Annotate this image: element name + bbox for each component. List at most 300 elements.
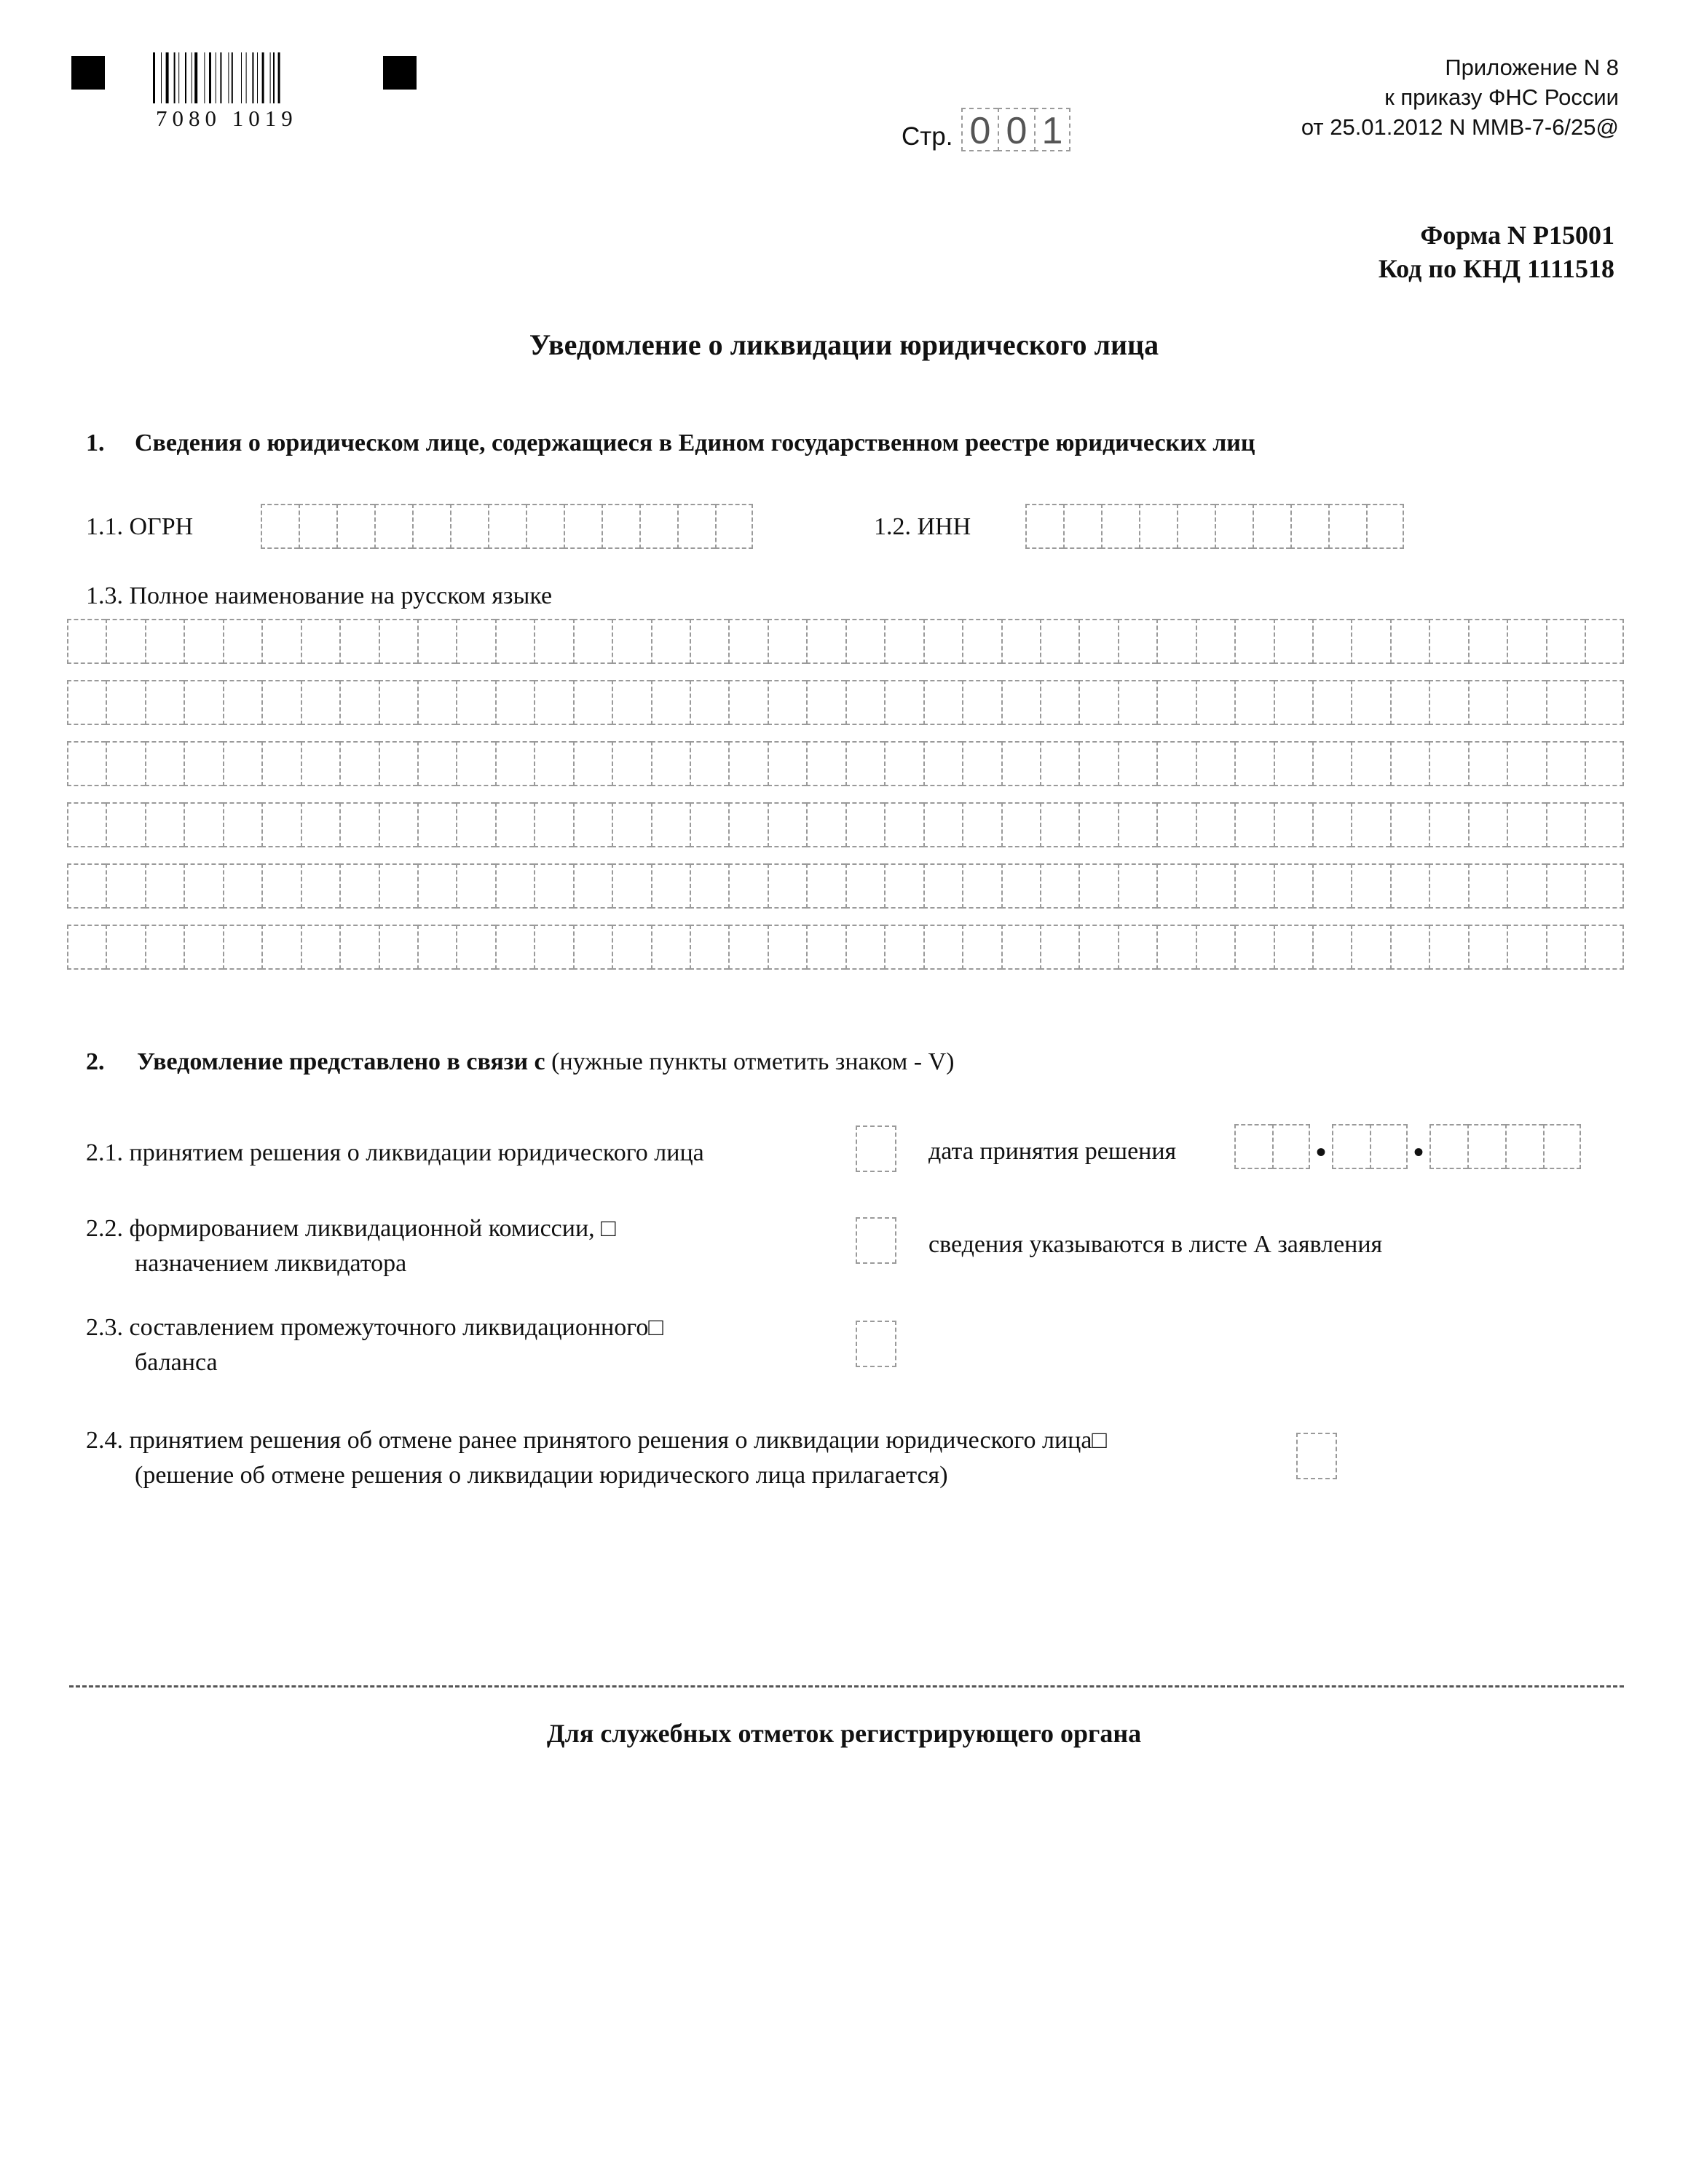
input-cell[interactable] — [1351, 863, 1389, 909]
input-cell[interactable] — [534, 802, 572, 847]
input-cell[interactable] — [1585, 619, 1623, 664]
input-cell[interactable] — [261, 802, 300, 847]
input-cell[interactable] — [806, 680, 845, 725]
input-cell[interactable] — [106, 741, 144, 786]
input-cell[interactable] — [573, 619, 612, 664]
input-cell[interactable] — [1196, 619, 1234, 664]
input-cell[interactable] — [223, 741, 261, 786]
input-cell[interactable] — [923, 741, 962, 786]
input-cell[interactable] — [495, 619, 534, 664]
input-cell[interactable] — [1118, 802, 1156, 847]
input-cell[interactable] — [1429, 802, 1467, 847]
input-cell[interactable] — [379, 619, 417, 664]
input-cell[interactable] — [488, 504, 526, 549]
input-cell[interactable] — [806, 863, 845, 909]
input-cell[interactable] — [962, 741, 1001, 786]
input-cell[interactable] — [1118, 863, 1156, 909]
input-cell[interactable] — [1507, 802, 1545, 847]
input-cell[interactable] — [1274, 802, 1312, 847]
input-cell[interactable] — [456, 802, 494, 847]
item-2-2-checkbox[interactable] — [856, 1217, 896, 1264]
input-cell[interactable] — [456, 741, 494, 786]
input-cell[interactable] — [495, 925, 534, 970]
input-cell[interactable] — [145, 741, 184, 786]
input-cell[interactable] — [301, 619, 339, 664]
input-cell[interactable] — [923, 863, 962, 909]
input-cell[interactable] — [1234, 863, 1273, 909]
input-cell[interactable] — [768, 741, 806, 786]
input-cell[interactable] — [1001, 619, 1040, 664]
input-cell[interactable] — [1274, 863, 1312, 909]
inn-input[interactable] — [1025, 504, 1404, 549]
full-name-row[interactable] — [67, 925, 1624, 970]
input-cell[interactable] — [1040, 925, 1078, 970]
input-cell[interactable] — [534, 741, 572, 786]
input-cell[interactable] — [526, 504, 564, 549]
input-cell[interactable] — [1040, 680, 1078, 725]
input-cell[interactable] — [1468, 680, 1507, 725]
barcode-bar — [209, 52, 211, 103]
input-cell[interactable] — [417, 741, 456, 786]
input-cell[interactable] — [612, 619, 650, 664]
input-cell[interactable] — [1429, 863, 1467, 909]
input-cell[interactable] — [67, 680, 106, 725]
input-cell[interactable] — [379, 802, 417, 847]
input-cell[interactable] — [1429, 741, 1467, 786]
date-cell[interactable] — [1370, 1124, 1408, 1169]
date-day-cells[interactable] — [1234, 1124, 1310, 1169]
input-cell[interactable] — [184, 619, 222, 664]
input-cell[interactable] — [261, 619, 300, 664]
input-cell[interactable] — [1001, 925, 1040, 970]
date-cell[interactable] — [1272, 1124, 1310, 1169]
input-cell[interactable] — [339, 741, 378, 786]
input-cell[interactable] — [534, 619, 572, 664]
input-cell[interactable] — [639, 504, 677, 549]
input-cell[interactable] — [495, 802, 534, 847]
input-cell[interactable] — [1507, 680, 1545, 725]
input-cell[interactable] — [1001, 802, 1040, 847]
input-cell[interactable] — [1118, 925, 1156, 970]
input-cell[interactable] — [1351, 619, 1389, 664]
input-cell[interactable] — [1585, 680, 1623, 725]
input-cell[interactable] — [1215, 504, 1253, 549]
input-cell[interactable] — [612, 925, 650, 970]
input-cell[interactable] — [1234, 925, 1273, 970]
input-cell[interactable] — [1429, 619, 1467, 664]
input-cell[interactable] — [1139, 504, 1177, 549]
input-cell[interactable] — [106, 925, 144, 970]
page-digit: 1 — [1034, 108, 1070, 151]
input-cell[interactable] — [1312, 680, 1351, 725]
input-cell[interactable] — [379, 680, 417, 725]
input-cell[interactable] — [728, 680, 767, 725]
input-cell[interactable] — [884, 741, 923, 786]
input-cell[interactable] — [299, 504, 336, 549]
input-cell[interactable] — [768, 619, 806, 664]
input-cell[interactable] — [145, 925, 184, 970]
input-cell[interactable] — [1390, 802, 1429, 847]
input-cell[interactable] — [1156, 863, 1195, 909]
input-cell[interactable] — [1196, 802, 1234, 847]
input-cell[interactable] — [1078, 680, 1117, 725]
input-cell[interactable] — [1274, 741, 1312, 786]
barcode-bar — [270, 52, 271, 103]
input-cell[interactable] — [1156, 802, 1195, 847]
barcode-bar — [204, 52, 205, 103]
input-cell[interactable] — [1468, 619, 1507, 664]
input-cell[interactable] — [1390, 863, 1429, 909]
input-cell[interactable] — [1118, 680, 1156, 725]
input-cell[interactable] — [1390, 741, 1429, 786]
input-cell[interactable] — [336, 504, 374, 549]
input-cell[interactable] — [301, 680, 339, 725]
input-cell[interactable] — [884, 925, 923, 970]
input-cell[interactable] — [417, 619, 456, 664]
input-cell[interactable] — [261, 863, 300, 909]
date-cell[interactable] — [1543, 1124, 1581, 1169]
input-cell[interactable] — [534, 925, 572, 970]
input-cell[interactable] — [1078, 619, 1117, 664]
input-cell[interactable] — [301, 863, 339, 909]
input-cell[interactable] — [106, 802, 144, 847]
input-cell[interactable] — [1025, 504, 1063, 549]
input-cell[interactable] — [184, 802, 222, 847]
input-cell[interactable] — [728, 619, 767, 664]
input-cell[interactable] — [1585, 925, 1623, 970]
input-cell[interactable] — [806, 619, 845, 664]
input-cell[interactable] — [845, 680, 884, 725]
input-cell[interactable] — [573, 925, 612, 970]
input-cell[interactable] — [1429, 925, 1467, 970]
input-cell[interactable] — [923, 680, 962, 725]
input-cell[interactable] — [374, 504, 412, 549]
full-name-row[interactable] — [67, 741, 1624, 786]
date-month-cells[interactable] — [1332, 1124, 1408, 1169]
input-cell[interactable] — [1040, 619, 1078, 664]
input-cell[interactable] — [1351, 802, 1389, 847]
full-name-row[interactable] — [67, 680, 1624, 725]
input-cell[interactable] — [1274, 925, 1312, 970]
input-cell[interactable] — [1468, 802, 1507, 847]
input-cell[interactable] — [1156, 741, 1195, 786]
input-cell[interactable] — [412, 504, 450, 549]
input-cell[interactable] — [261, 741, 300, 786]
input-cell[interactable] — [339, 925, 378, 970]
input-cell[interactable] — [1234, 802, 1273, 847]
input-cell[interactable] — [651, 619, 690, 664]
input-cell[interactable] — [223, 802, 261, 847]
input-cell[interactable] — [67, 619, 106, 664]
full-name-row[interactable] — [67, 802, 1624, 847]
date-cell[interactable] — [1234, 1124, 1272, 1169]
input-cell[interactable] — [768, 680, 806, 725]
input-cell[interactable] — [1196, 680, 1234, 725]
input-cell[interactable] — [67, 925, 106, 970]
input-cell[interactable] — [145, 863, 184, 909]
input-cell[interactable] — [1507, 863, 1545, 909]
barcode-bar — [153, 52, 155, 103]
input-cell[interactable] — [1585, 741, 1623, 786]
input-cell[interactable] — [456, 619, 494, 664]
input-cell[interactable] — [884, 802, 923, 847]
input-cell[interactable] — [495, 680, 534, 725]
input-cell[interactable] — [573, 741, 612, 786]
input-cell[interactable] — [1001, 863, 1040, 909]
input-cell[interactable] — [301, 741, 339, 786]
input-cell[interactable] — [962, 619, 1001, 664]
input-cell[interactable] — [602, 504, 639, 549]
input-cell[interactable] — [379, 863, 417, 909]
input-cell[interactable] — [495, 863, 534, 909]
input-cell[interactable] — [1118, 741, 1156, 786]
input-cell[interactable] — [1156, 925, 1195, 970]
input-cell[interactable] — [845, 619, 884, 664]
input-cell[interactable] — [1312, 619, 1351, 664]
input-cell[interactable] — [845, 925, 884, 970]
date-cell[interactable] — [1332, 1124, 1370, 1169]
input-cell[interactable] — [845, 863, 884, 909]
input-cell[interactable] — [1274, 680, 1312, 725]
input-cell[interactable] — [612, 802, 650, 847]
input-cell[interactable] — [651, 802, 690, 847]
input-cell[interactable] — [768, 863, 806, 909]
input-cell[interactable] — [223, 619, 261, 664]
input-cell[interactable] — [145, 619, 184, 664]
input-cell[interactable] — [612, 680, 650, 725]
input-cell[interactable] — [1546, 863, 1585, 909]
input-cell[interactable] — [106, 619, 144, 664]
input-cell[interactable] — [1468, 863, 1507, 909]
input-cell[interactable] — [728, 863, 767, 909]
input-cell[interactable] — [1468, 741, 1507, 786]
input-cell[interactable] — [1351, 925, 1389, 970]
input-cell[interactable] — [456, 863, 494, 909]
input-cell[interactable] — [1390, 680, 1429, 725]
input-cell[interactable] — [1312, 741, 1351, 786]
input-cell[interactable] — [1546, 925, 1585, 970]
input-cell[interactable] — [1234, 619, 1273, 664]
corner-marker-left — [71, 56, 105, 90]
full-name-row[interactable] — [67, 863, 1624, 909]
input-cell[interactable] — [261, 680, 300, 725]
input-cell[interactable] — [1101, 504, 1139, 549]
input-cell[interactable] — [534, 680, 572, 725]
input-cell[interactable] — [339, 863, 378, 909]
input-cell[interactable] — [1312, 863, 1351, 909]
input-cell[interactable] — [456, 925, 494, 970]
input-cell[interactable] — [845, 802, 884, 847]
input-cell[interactable] — [1040, 863, 1078, 909]
input-cell[interactable] — [923, 925, 962, 970]
input-cell[interactable] — [1078, 925, 1117, 970]
input-cell[interactable] — [417, 680, 456, 725]
input-cell[interactable] — [534, 863, 572, 909]
input-cell[interactable] — [1507, 741, 1545, 786]
date-cell[interactable] — [1429, 1124, 1467, 1169]
input-cell[interactable] — [339, 680, 378, 725]
input-cell[interactable] — [845, 741, 884, 786]
input-cell[interactable] — [612, 863, 650, 909]
input-cell[interactable] — [923, 619, 962, 664]
input-cell[interactable] — [573, 802, 612, 847]
input-cell[interactable] — [728, 802, 767, 847]
input-cell[interactable] — [612, 741, 650, 786]
input-cell[interactable] — [806, 925, 845, 970]
input-cell[interactable] — [651, 863, 690, 909]
barcode-bar — [228, 52, 229, 103]
input-cell[interactable] — [677, 504, 715, 549]
input-cell[interactable] — [768, 925, 806, 970]
appendix-line-1: Приложение N 8 — [1445, 55, 1619, 80]
input-cell[interactable] — [651, 741, 690, 786]
input-cell[interactable] — [1312, 802, 1351, 847]
input-cell[interactable] — [923, 802, 962, 847]
input-cell[interactable] — [1078, 863, 1117, 909]
decision-date-input[interactable] — [1234, 1124, 1581, 1169]
barcode-bar — [278, 52, 280, 103]
input-cell[interactable] — [184, 680, 222, 725]
item-2-1-checkbox[interactable] — [856, 1125, 896, 1172]
input-cell[interactable] — [1078, 741, 1117, 786]
input-cell[interactable] — [690, 925, 728, 970]
input-cell[interactable] — [417, 863, 456, 909]
input-cell[interactable] — [715, 504, 753, 549]
ogrn-input[interactable] — [261, 504, 753, 549]
input-cell[interactable] — [884, 680, 923, 725]
input-cell[interactable] — [1366, 504, 1404, 549]
input-cell[interactable] — [884, 863, 923, 909]
input-cell[interactable] — [884, 619, 923, 664]
input-cell[interactable] — [768, 802, 806, 847]
input-cell[interactable] — [1234, 741, 1273, 786]
input-cell[interactable] — [1507, 619, 1545, 664]
input-cell[interactable] — [962, 680, 1001, 725]
input-cell[interactable] — [1328, 504, 1366, 549]
input-cell[interactable] — [1001, 680, 1040, 725]
input-cell[interactable] — [690, 802, 728, 847]
input-cell[interactable] — [690, 863, 728, 909]
input-cell[interactable] — [301, 802, 339, 847]
input-cell[interactable] — [1429, 680, 1467, 725]
input-cell[interactable] — [1253, 504, 1290, 549]
input-cell[interactable] — [339, 802, 378, 847]
input-cell[interactable] — [67, 741, 106, 786]
item-2-3-checkbox[interactable] — [856, 1321, 896, 1367]
input-cell[interactable] — [379, 925, 417, 970]
input-cell[interactable] — [145, 802, 184, 847]
input-cell[interactable] — [1546, 619, 1585, 664]
input-cell[interactable] — [1196, 925, 1234, 970]
input-cell[interactable] — [806, 802, 845, 847]
input-cell[interactable] — [379, 741, 417, 786]
input-cell[interactable] — [1156, 619, 1195, 664]
date-cell[interactable] — [1467, 1124, 1505, 1169]
input-cell[interactable] — [651, 680, 690, 725]
input-cell[interactable] — [106, 863, 144, 909]
input-cell[interactable] — [1351, 680, 1389, 725]
input-cell[interactable] — [1274, 619, 1312, 664]
input-cell[interactable] — [1468, 925, 1507, 970]
input-cell[interactable] — [806, 741, 845, 786]
full-name-label: 1.3. Полное наименование на русском языке — [86, 582, 553, 609]
full-name-row[interactable] — [67, 619, 1624, 664]
date-year-cells[interactable] — [1429, 1124, 1581, 1169]
input-cell[interactable] — [261, 504, 299, 549]
input-cell[interactable] — [1351, 741, 1389, 786]
input-cell[interactable] — [1196, 741, 1234, 786]
input-cell[interactable] — [1546, 802, 1585, 847]
input-cell[interactable] — [417, 925, 456, 970]
input-cell[interactable] — [1585, 802, 1623, 847]
input-cell[interactable] — [690, 741, 728, 786]
input-cell[interactable] — [417, 802, 456, 847]
input-cell[interactable] — [1312, 925, 1351, 970]
input-cell[interactable] — [184, 863, 222, 909]
input-cell[interactable] — [1546, 741, 1585, 786]
input-cell[interactable] — [564, 504, 602, 549]
input-cell[interactable] — [67, 863, 106, 909]
input-cell[interactable] — [1177, 504, 1215, 549]
input-cell[interactable] — [184, 925, 222, 970]
input-cell[interactable] — [261, 925, 300, 970]
input-cell[interactable] — [962, 802, 1001, 847]
input-cell[interactable] — [339, 619, 378, 664]
input-cell[interactable] — [1118, 619, 1156, 664]
input-cell[interactable] — [145, 680, 184, 725]
input-cell[interactable] — [1546, 680, 1585, 725]
input-cell[interactable] — [1156, 680, 1195, 725]
input-cell[interactable] — [223, 680, 261, 725]
cut-line-divider — [69, 1685, 1624, 1688]
input-cell[interactable] — [1040, 741, 1078, 786]
input-cell[interactable] — [962, 925, 1001, 970]
input-cell[interactable] — [456, 680, 494, 725]
input-cell[interactable] — [1507, 925, 1545, 970]
input-cell[interactable] — [962, 863, 1001, 909]
input-cell[interactable] — [1290, 504, 1328, 549]
input-cell[interactable] — [690, 619, 728, 664]
item-2-4-checkbox[interactable] — [1296, 1433, 1337, 1479]
input-cell[interactable] — [1040, 802, 1078, 847]
input-cell[interactable] — [651, 925, 690, 970]
date-cell[interactable] — [1505, 1124, 1543, 1169]
input-cell[interactable] — [1196, 863, 1234, 909]
input-cell[interactable] — [184, 741, 222, 786]
input-cell[interactable] — [1001, 741, 1040, 786]
input-cell[interactable] — [301, 925, 339, 970]
full-name-input-grid[interactable] — [67, 619, 1624, 986]
input-cell[interactable] — [223, 925, 261, 970]
input-cell[interactable] — [690, 680, 728, 725]
input-cell[interactable] — [450, 504, 488, 549]
input-cell[interactable] — [1234, 680, 1273, 725]
input-cell[interactable] — [573, 863, 612, 909]
input-cell[interactable] — [223, 863, 261, 909]
input-cell[interactable] — [1585, 863, 1623, 909]
input-cell[interactable] — [1063, 504, 1101, 549]
input-cell[interactable] — [573, 680, 612, 725]
input-cell[interactable] — [728, 741, 767, 786]
input-cell[interactable] — [67, 802, 106, 847]
input-cell[interactable] — [1390, 619, 1429, 664]
input-cell[interactable] — [106, 680, 144, 725]
item-2-2-line-1: 2.2. формированием ликвидационной комиссии, □ — [86, 1215, 616, 1242]
input-cell[interactable] — [728, 925, 767, 970]
input-cell[interactable] — [495, 741, 534, 786]
input-cell[interactable] — [1078, 802, 1117, 847]
input-cell[interactable] — [1390, 925, 1429, 970]
